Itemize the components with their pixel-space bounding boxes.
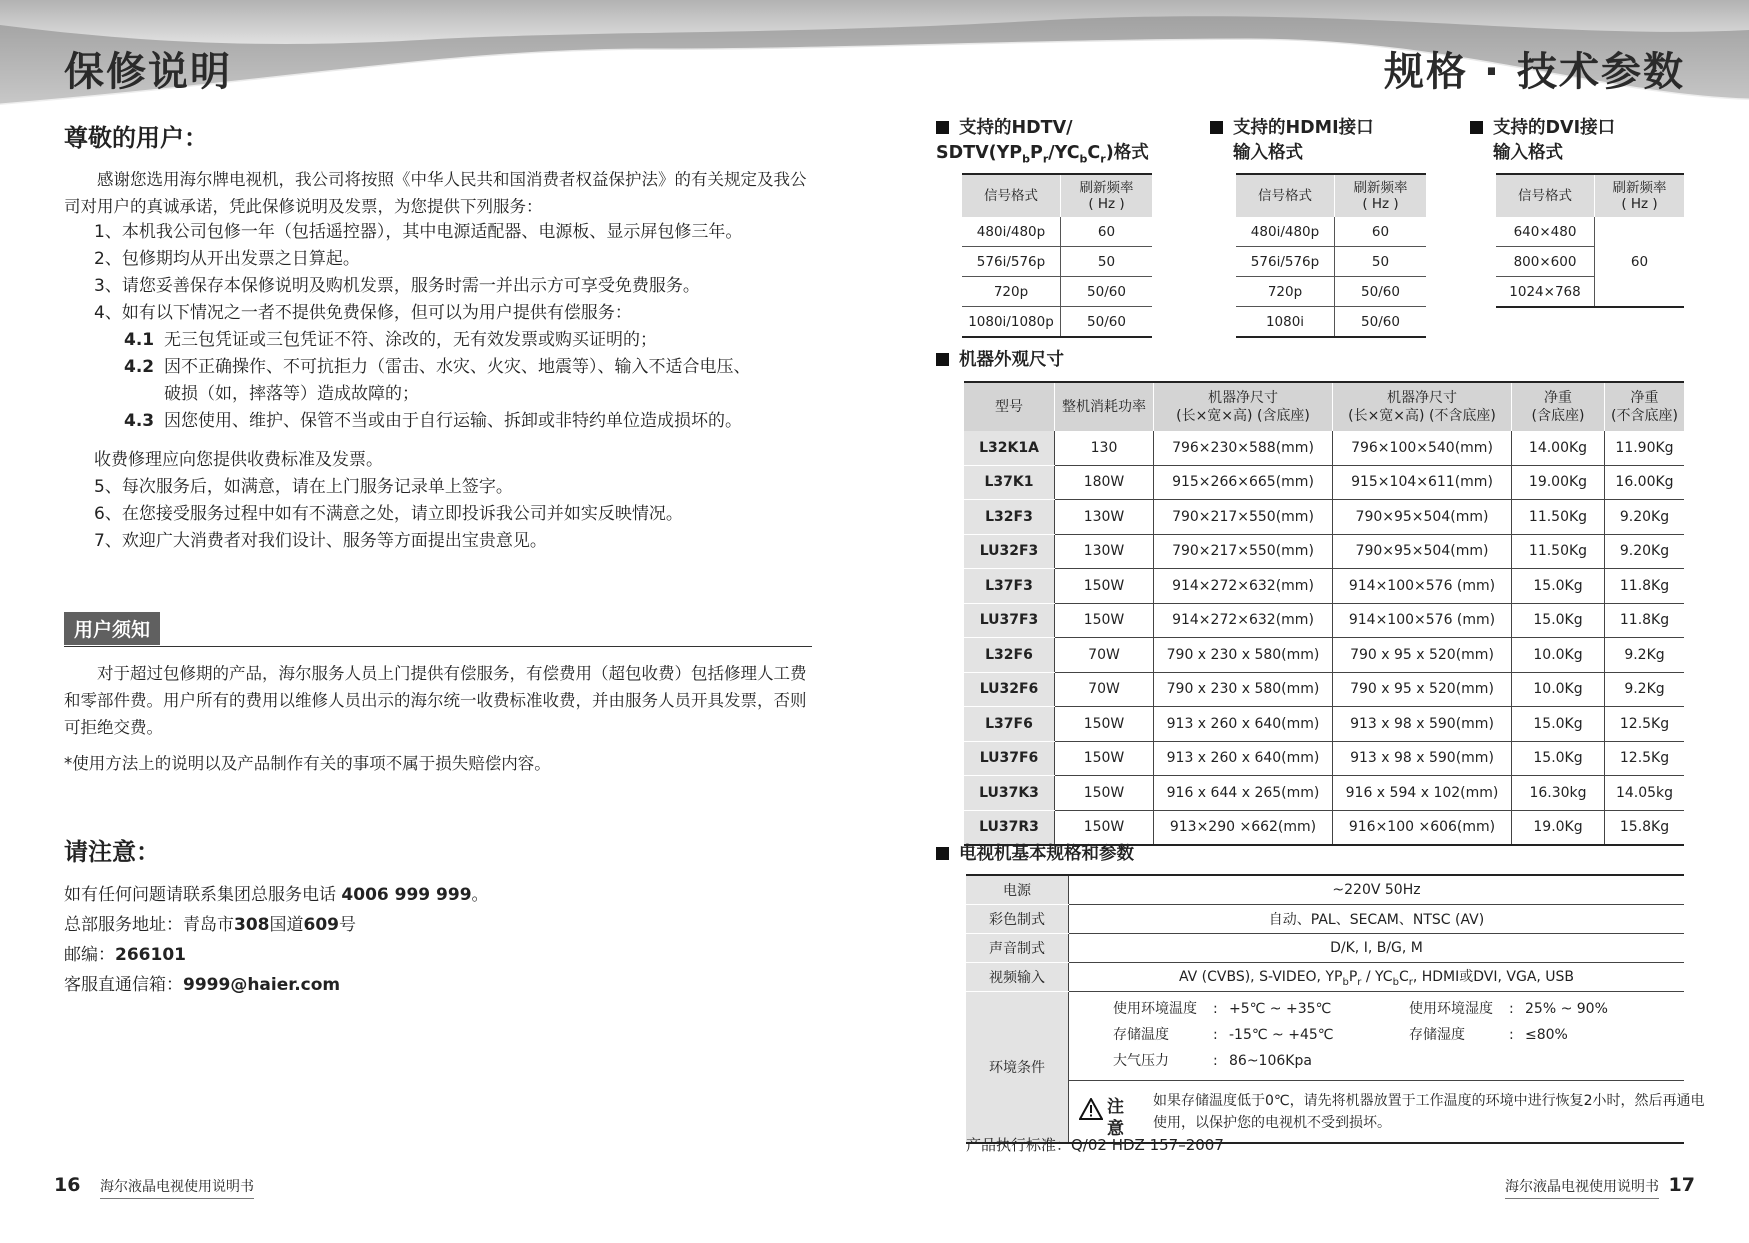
table-row: 视频输入 AV (CVBS), S-VIDEO, $YP_bP_r / YC_bC_r$, HDMI或DVI, VGA, USB [966, 963, 1684, 992]
table-row [964, 672, 1684, 707]
table-cell: 796×230×588(mm) [1154, 431, 1333, 465]
table-cell: 9.20Kg [1605, 500, 1685, 535]
table-cell: 130W [1055, 534, 1154, 569]
table-cell: 130W [1055, 500, 1154, 535]
warning-triangle-icon [1079, 1098, 1103, 1120]
table-cell: 19.00Kg [1512, 465, 1605, 500]
basic-specs-title: 电视机基本规格和参数 [936, 842, 1134, 867]
list-item: 6、在您接受服务过程中如有不满意之处，请立即投诉我公司并如实反映情况。 [94, 504, 683, 524]
table-row [964, 776, 1684, 811]
table-cell: 16.00Kg [1605, 465, 1685, 500]
sub-item [94, 354, 751, 381]
table-row: 声音制式 D/K, I, B/G, M [966, 934, 1684, 963]
left-page-title: 保修说明 [64, 49, 232, 95]
hdmi-format-table [1236, 173, 1426, 338]
table-cell: 130 [1055, 431, 1154, 465]
table-cell: 790×217×550(mm) [1154, 500, 1333, 535]
table-cell: 19.0Kg [1512, 810, 1605, 845]
env-conditions: 使用环境温度 : +5℃ ~ +35℃ 使用环境湿度 : 25% ~ 90% 存储温度 : -15℃ ~ +45℃ 存储湿度 : ≤80% 大气压力 : 86~106Kpa 注意 如果存储温度低于0℃，请先将机器放置于工作温度的环境中进行恢复2小时，然后再通电使用，以保护您的电视机不受到损坏。 [1069, 992, 1684, 1142]
contact-email [64, 970, 489, 1000]
dims-section-title: 机器外观尺寸 [936, 348, 1064, 373]
bullet-square-icon [936, 353, 949, 366]
phone-end: 。 [471, 885, 489, 905]
table-cell: 790×217×550(mm) [1154, 534, 1333, 569]
left-page-number: 16 [54, 1174, 81, 1196]
table-cell: 914×272×632(mm) [1154, 569, 1333, 604]
table-cell: 916×100 ×606(mm) [1333, 810, 1512, 845]
zip-code: 266101 [115, 945, 186, 965]
table-cell: 914×272×632(mm) [1154, 603, 1333, 638]
fee-note: 收费修理应向您提供收费标准及发票。 [94, 450, 383, 470]
table-cell: 150W [1055, 569, 1154, 604]
table-row [964, 638, 1684, 673]
address-number: 609 [303, 915, 339, 935]
table-cell: 11.50Kg [1512, 534, 1605, 569]
table-cell: 913 x 260 x 640(mm) [1154, 741, 1333, 776]
warning-label: 注意 [1107, 1097, 1124, 1139]
notice-title: 用户须知 [64, 612, 160, 645]
email-label: 客服直通信箱： [64, 975, 183, 995]
address-mid: 国道 [269, 915, 304, 935]
col-header: 刷新频率 ( Hz ) [1595, 174, 1685, 217]
table-cell: 150W [1055, 776, 1154, 811]
table-cell: 12.5Kg [1605, 741, 1685, 776]
notice-divider [64, 646, 812, 647]
phone-label: 如有任何问题请联系集团总服务电话 [64, 885, 336, 905]
table-row [964, 741, 1684, 776]
table-row [964, 500, 1684, 535]
list-item: 2、包修期均从开出发票之日算起。 [94, 249, 360, 269]
basic-specs-table [966, 874, 1705, 1144]
table-cell: L37F6 [964, 707, 1055, 742]
table-cell: LU32F6 [964, 672, 1055, 707]
table-cell: 70W [1055, 638, 1154, 673]
table-row: 720p 50/60 [1236, 277, 1426, 307]
table-cell: L37K1 [964, 465, 1055, 500]
sub-item-number: 4.1 [124, 330, 155, 350]
table-cell: 15.0Kg [1512, 707, 1605, 742]
table-row: 720p 50/60 [962, 277, 1152, 307]
table-cell: 913 x 98 x 590(mm) [1333, 741, 1512, 776]
dvi-format-table [1496, 173, 1684, 308]
hdtv-title-line1: 支持的HDTV/ [959, 118, 1073, 138]
table-cell: 796×100×540(mm) [1333, 431, 1512, 465]
sub-item-text: 因您使用、维护、保管不当或由于自行运输、拆卸或非特约单位造成损坏的。 [164, 411, 742, 431]
table-cell: L32K1A [964, 431, 1055, 465]
table-cell: LU37K3 [964, 776, 1055, 811]
list-item: 7、欢迎广大消费者对我们设计、服务等方面提出宝贵意见。 [94, 531, 547, 551]
table-row [964, 810, 1684, 845]
table-row: 电源 ~220V 50Hz [966, 875, 1684, 905]
table-row: 1080i/1080p 50/60 [962, 307, 1152, 338]
col-header: 净重 (含底座) [1512, 382, 1605, 431]
intro-paragraph: 感谢您选用海尔牌电视机，我公司将按照《中华人民共和国消费者权益保护法》的有关规定及我公司对用户的真诚承诺，凭此保修说明及发票，为您提供下列服务： [64, 170, 807, 216]
table-cell: 914×100×576 (mm) [1333, 603, 1512, 638]
address-label: 总部服务地址：青岛市 [64, 915, 234, 935]
table-cell: 913 x 260 x 640(mm) [1154, 707, 1333, 742]
table-cell: 11.90Kg [1605, 431, 1685, 465]
table-cell: 15.0Kg [1512, 603, 1605, 638]
table-cell: 790 x 230 x 580(mm) [1154, 672, 1333, 707]
col-header: 刷新频率 ( Hz ) [1335, 174, 1427, 217]
address-end: 号 [339, 915, 356, 935]
greeting-heading: 尊敬的用户： [64, 124, 208, 152]
table-row: 800×600 [1496, 247, 1684, 277]
table-cell: 15.0Kg [1512, 741, 1605, 776]
table-cell: 913×290 ×662(mm) [1154, 810, 1333, 845]
table-row: 576i/576p 50 [962, 247, 1152, 277]
table-cell: 11.8Kg [1605, 603, 1685, 638]
table-cell: 9.20Kg [1605, 534, 1685, 569]
attention-heading: 请注意： [64, 838, 160, 866]
table-row [964, 569, 1684, 604]
sub-item-number: 4.3 [124, 411, 155, 431]
col-header: 整机消耗功率 [1055, 382, 1154, 431]
sub-item-text: 无三包凭证或三包凭证不符、涂改的，无有效发票或购买证明的； [164, 330, 657, 350]
col-header: 信号格式 [1496, 174, 1595, 217]
table-cell: 9.2Kg [1605, 638, 1685, 673]
col-header: 信号格式 [962, 174, 1061, 217]
table-row: 1080i 50/60 [1236, 307, 1426, 338]
col-header: 机器净尺寸 (长×宽×高) (含底座) [1154, 382, 1333, 431]
table-row [964, 431, 1684, 465]
table-cell: 150W [1055, 707, 1154, 742]
table-cell: 913 x 98 x 590(mm) [1333, 707, 1512, 742]
table-cell: 14.05kg [1605, 776, 1685, 811]
product-standard: 产品执行标准：Q/02 HDZ 157–2007 [966, 1136, 1224, 1154]
dimensions-table [964, 381, 1684, 846]
sub-item [94, 327, 751, 354]
env-row: 环境条件 使用环境温度 : +5℃ ~ +35℃ 使用环境湿度 : 25% ~ 90% 存储温度 : -15℃ ~ +45℃ 存储湿度 : ≤80% 大气压力 : 86~106Kpa 注意 如果存储温度低于0℃，请先将机器放置于工作温度的环境中进行恢复2小时，然后再通电使用，以保护您的电视机不受到损坏。 [966, 992, 1684, 1144]
address-road: 308 [234, 915, 270, 935]
table-cell: 15.8Kg [1605, 810, 1685, 845]
table-cell: 916 x 594 x 102(mm) [1333, 776, 1512, 811]
contact-block [64, 880, 489, 1000]
table-cell: L32F6 [964, 638, 1055, 673]
table-cell: 9.2Kg [1605, 672, 1685, 707]
table-row: 640×480 60 [1496, 217, 1684, 247]
table-cell: 10.0Kg [1512, 672, 1605, 707]
table-row: 480i/480p 60 [962, 217, 1152, 247]
list-item: 1、本机我公司包修一年（包括遥控器），其中电源适配器、电源板、显示屏包修三年。 [94, 222, 743, 242]
col-header: 型号 [964, 382, 1055, 431]
hdtv-section-title: 支持的HDTV/ $SDTV(YP_bP_r/YC_bC_r)$格式 [936, 118, 1149, 166]
table-row: 576i/576p 50 [1236, 247, 1426, 277]
col-header: 信号格式 [1236, 174, 1335, 217]
bullet-square-icon [936, 847, 949, 860]
list-item: 4、如有以下情况之一者不提供免费保修，但可以为用户提供有偿服务： [94, 303, 632, 323]
table-row: 彩色制式 自动、PAL、SECAM、NTSC (AV) [966, 905, 1684, 934]
contact-phone [64, 880, 489, 910]
right-footer: 海尔液晶电视使用说明书 [1505, 1176, 1659, 1199]
bullet-square-icon [1470, 121, 1483, 134]
table-cell: 10.0Kg [1512, 638, 1605, 673]
table-cell: 790 x 230 x 580(mm) [1154, 638, 1333, 673]
table-cell: 70W [1055, 672, 1154, 707]
table-cell: 12.5Kg [1605, 707, 1685, 742]
sub-item-continuation: 破损（如，摔落等）造成故障的； [164, 384, 419, 404]
table-cell: 916 x 644 x 265(mm) [1154, 776, 1333, 811]
table-cell: 915×266×665(mm) [1154, 465, 1333, 500]
table-cell: LU37F6 [964, 741, 1055, 776]
table-row [964, 534, 1684, 569]
right-page-title: 规格 · 技术参数 [1383, 49, 1685, 95]
table-cell: LU37R3 [964, 810, 1055, 845]
col-header: 机器净尺寸 (长×宽×高) (不含底座) [1333, 382, 1512, 431]
table-header-row [964, 382, 1684, 431]
sub-item-text: 因不正确操作、不可抗拒力（雷击、水灾、火灾、地震等）、输入不适合电压、 [164, 357, 751, 377]
phone-number: 4006 999 999 [341, 885, 472, 905]
dvi-section-title: 支持的DVI接口 输入格式 [1470, 116, 1615, 166]
table-cell: 790 x 95 x 520(mm) [1333, 638, 1512, 673]
sub-item [94, 408, 751, 435]
warning-text: 如果存储温度低于0℃，请先将机器放置于工作温度的环境中进行恢复2小时，然后再通电使用，以保护您的电视机不受到损坏。 [1153, 1093, 1705, 1131]
table-cell: 11.8Kg [1605, 569, 1685, 604]
table-cell: 150W [1055, 810, 1154, 845]
table-row [964, 465, 1684, 500]
table-cell: 790 x 95 x 520(mm) [1333, 672, 1512, 707]
table-cell: LU37F3 [964, 603, 1055, 638]
table-cell: 790×95×504(mm) [1333, 534, 1512, 569]
table-cell: 180W [1055, 465, 1154, 500]
list-item: 5、每次服务后，如满意，请在上门服务记录单上签字。 [94, 477, 513, 497]
notice-paragraph: 对于超过包修期的产品，海尔服务人员上门提供有偿服务，有偿费用（超包收费）包括修理人工费和零部件费。用户所有的费用以维修人员出示的海尔统一收费标准收费，并由服务人员开具发票，否则可拒绝交费。 [64, 664, 807, 737]
hdmi-section-title: 支持的HDMI接口 输入格式 [1210, 116, 1374, 166]
table-row [964, 707, 1684, 742]
contact-zip [64, 940, 489, 970]
table-cell: 915×104×611(mm) [1333, 465, 1512, 500]
disclaimer: *使用方法上的说明以及产品制作有关的事项不属于损失赔偿内容。 [64, 754, 551, 773]
bullet-square-icon [1210, 121, 1223, 134]
table-cell: L37F3 [964, 569, 1055, 604]
table-row: 1024×768 [1496, 277, 1684, 308]
right-page-number: 17 [1668, 1174, 1695, 1196]
bullet-square-icon [936, 121, 949, 134]
col-header: 刷新频率 ( Hz ) [1061, 174, 1153, 217]
contact-address [64, 910, 489, 940]
zip-label: 邮编： [64, 945, 115, 965]
table-cell: 14.00Kg [1512, 431, 1605, 465]
table-cell: 15.0Kg [1512, 569, 1605, 604]
table-cell: L32F3 [964, 500, 1055, 535]
table-cell: 150W [1055, 603, 1154, 638]
table-cell: 790×95×504(mm) [1333, 500, 1512, 535]
table-cell: 11.50Kg [1512, 500, 1605, 535]
list-item: 3、请您妥善保存本保修说明及购机发票，服务时需一并出示方可享受免费服务。 [94, 276, 700, 296]
hdtv-format-table [962, 173, 1152, 338]
left-footer: 海尔液晶电视使用说明书 [100, 1176, 254, 1199]
email-address: 9999@haier.com [183, 975, 341, 995]
warranty-list [94, 219, 751, 555]
table-row: 480i/480p 60 [1236, 217, 1426, 247]
table-row [964, 603, 1684, 638]
sub-item-number: 4.2 [124, 357, 155, 377]
table-cell: 150W [1055, 741, 1154, 776]
table-cell: 16.30kg [1512, 776, 1605, 811]
table-cell: LU32F3 [964, 534, 1055, 569]
table-cell: 914×100×576 (mm) [1333, 569, 1512, 604]
col-header: 净重 (不含底座) [1605, 382, 1685, 431]
